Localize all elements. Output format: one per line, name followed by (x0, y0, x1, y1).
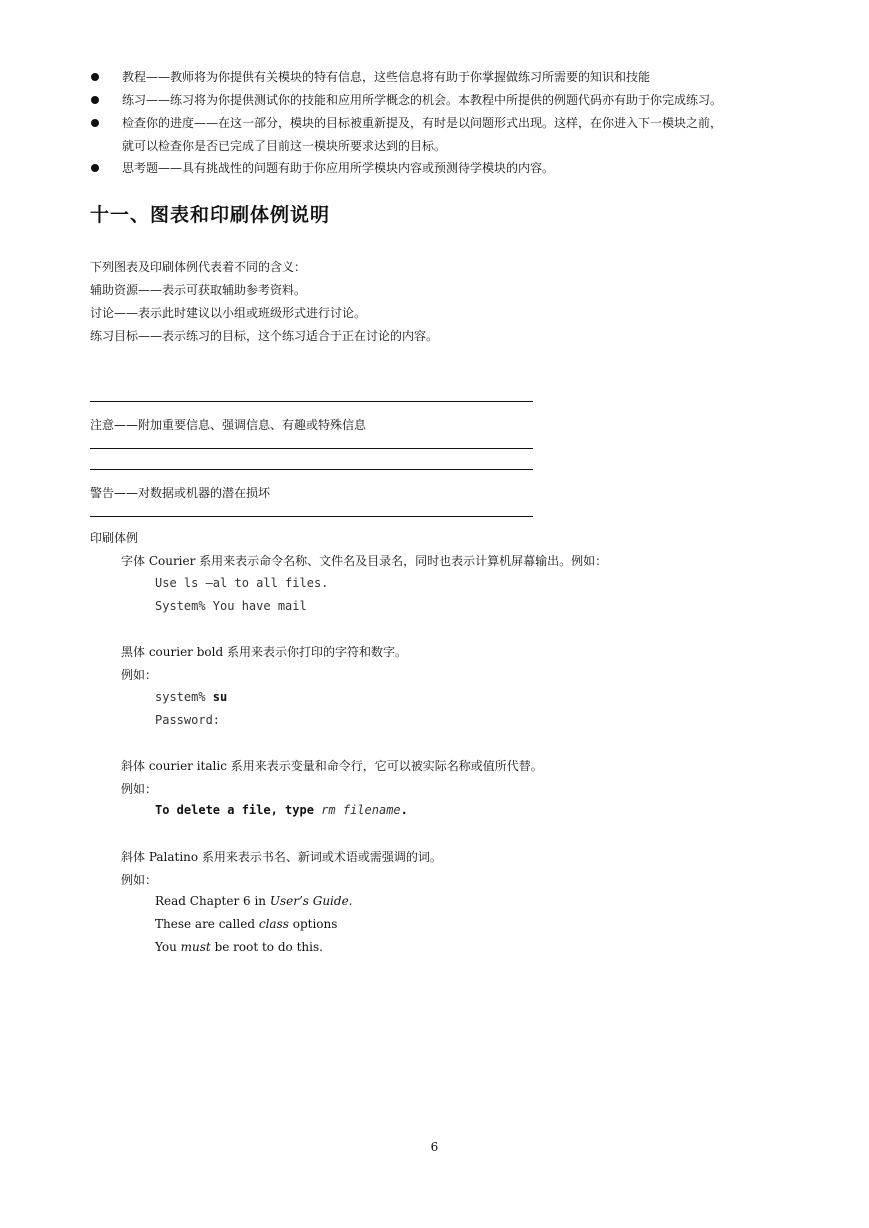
palatino-example-label: 例如： (121, 873, 158, 887)
palatino-example-3 (155, 940, 323, 954)
palatino-description: 斜体 Palatino 系用来表示书名、新词或术语或需强调的词。 (121, 850, 442, 864)
italic-example-label: 例如： (121, 782, 158, 796)
courier-example-1: Use ls –al to all files. (155, 576, 329, 590)
italic-example (155, 803, 408, 817)
intro-line: 辅助资源——表示可获取辅助参考资料。 (90, 283, 307, 297)
warning-text: 警告——对数据或机器的潜在损坏 (90, 486, 271, 500)
typed-command: su (212, 690, 228, 704)
bullet-icon (91, 73, 99, 81)
list-item (91, 66, 791, 89)
palatino-example-1 (155, 894, 353, 908)
palatino-example-2 (155, 917, 337, 931)
list-item-text: 思考题——具有挑战性的问题有助于你应用所学模块内容或预测待学模块的内容。 (122, 161, 555, 175)
list-item (91, 89, 791, 112)
courier-description: 字体 Courier 系用来表示命令名称、文件名及目录名，同时也表示计算机屏幕输出。例如： (121, 554, 608, 568)
page-number: 6 (430, 1140, 439, 1154)
divider (90, 516, 533, 517)
bold-text: To delete a file, type (155, 803, 322, 817)
list-item (91, 157, 791, 180)
list-item-text: 练习——练习将为你提供测试你的技能和应用所学概念的机会。本教程中所提供的例题代码亦有助于你完成练习。 (122, 93, 723, 107)
plain-text: be root to do this. (210, 940, 323, 954)
bold-example-2: Password: (155, 713, 221, 727)
bullet-icon (91, 164, 99, 172)
plain-text: Read Chapter 6 in (155, 894, 270, 908)
bold-description: 黑体 courier bold 系用来表示你打印的字符和数字。 (121, 645, 407, 659)
list-item-text: 教程——教师将为你提供有关模块的特有信息，这些信息将有助于你掌握做练习所需要的知识和技能 (122, 70, 651, 84)
italic-description: 斜体 courier italic 系用来表示变量和命令行，它可以被实际名称或值所代替。 (121, 759, 543, 773)
note-box (90, 401, 533, 449)
list-item-continuation: 就可以检查你是否已完成了目前这一模块所要求达到的目标。 (122, 139, 447, 153)
italic-text: User’s Guide. (269, 894, 353, 908)
intro-line: 讨论——表示此时建议以小组或班级形式进行讨论。 (90, 306, 367, 320)
intro-line: 下列图表及印刷体例代表着不同的含义： (90, 260, 307, 274)
bold-example-label: 例如： (121, 668, 158, 682)
courier-example-2: System% You have mail (155, 599, 307, 613)
italic-text: rm filename (321, 803, 401, 817)
warning-box (90, 469, 533, 517)
note-text: 注意——附加重要信息、强调信息、有趣或特殊信息 (90, 418, 367, 432)
period-text: . (400, 803, 408, 817)
divider (90, 448, 533, 449)
divider (90, 469, 533, 470)
list-item-text: 检查你的进度——在这一部分，模块的目标被重新提及，有时是以问题形式出现。这样，在你进入下一模块之前， (122, 116, 723, 130)
divider (90, 401, 533, 402)
intro-line: 练习目标——表示练习的目标，这个练习适合于正在讨论的内容。 (90, 329, 439, 343)
italic-text: must (180, 940, 211, 954)
section-heading: 十一、图表和印刷体例说明 (90, 204, 331, 226)
italic-text: class (258, 917, 289, 931)
list-item (91, 112, 791, 157)
typography-heading: 印刷体例 (90, 531, 139, 545)
bullet-list (91, 66, 791, 180)
intro-block (90, 256, 438, 348)
prompt-text: system% (155, 690, 213, 704)
plain-text: You (155, 940, 181, 954)
bullet-icon (91, 96, 99, 104)
plain-text: These are called (155, 917, 259, 931)
plain-text: options (288, 917, 338, 931)
bold-example-1 (155, 690, 227, 704)
bullet-icon (91, 119, 99, 127)
